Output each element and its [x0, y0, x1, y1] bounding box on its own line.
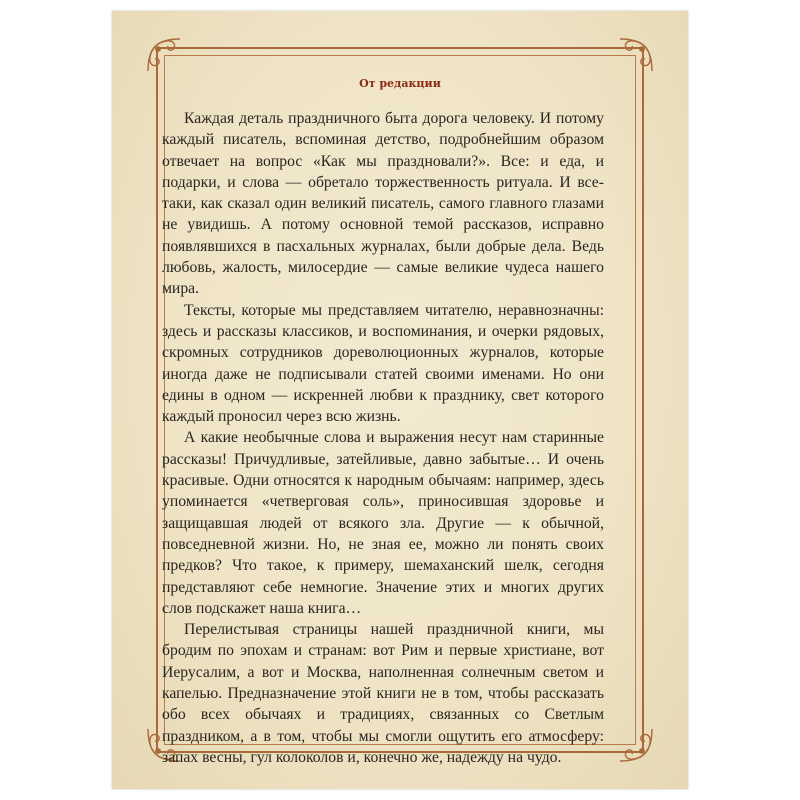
- book-page: [112, 11, 688, 789]
- paragraph: А какие необычные слова и выражения несут нам старинные рассказы! Причудливые, затейливые, давно забытые… И очень красивые. Одни относятся к народным обычаям: например, здесь упоминается «четверговая соль», приносившая здоровье и защищавшая людей от всякого зла. Другие — к обычной, повседневной жизни. Но, не зная ее, можно ли понять своих предков? Что такое, к примеру, шемаханский шелк, сегодня представляют себе немногие. Значение этих и многих других слов подскажет наша книга…: [162, 429, 604, 617]
- paragraph: Каждая деталь праздничного быта дорога человеку. И потому каждый писатель, вспоминая детство, подробнейшим образом отвечает на вопрос «Как мы праздновали?». Все: и еда, и подарки, и слова — обретало торжественность ритуала. И все-таки, как сказал один великий писатель, самого главного глазами не увидишь. А потому основной темой рассказов, исправно появлявшихся в пасхальных журналах, были добрые дела. Ведь любовь, жалость, милосердие — самые великие чудеса нашего мира.: [162, 110, 604, 298]
- flourish-corner-icon: [616, 35, 656, 75]
- page-title: От редакции: [359, 77, 441, 90]
- flourish-corner-icon: [616, 725, 656, 765]
- paragraph: Перелистывая страницы нашей праздничной книги, мы бродим по эпохам и странам: вот Рим и первые христиане, вот Иерусалим, а вот и Москва, наполненная солнечным светом и капелью. Предназначение этой книги не в том, чтобы рассказать обо всех обычаях и традициях, связанных со Светлым праздником, а в том, чтобы мы смогли ощутить его атмосферу: запах весны, гул колоколов и, конечно же, надежду на чудо.: [162, 621, 604, 766]
- flourish-corner-icon: [144, 35, 184, 75]
- paragraph: Тексты, которые мы представляем читателю, неравнозначны: здесь и рассказы классиков, и воспоминания, и очерки рядовых, скромных сотрудников дореволюционных журналов, которые иногда даже не подписывали статей своими именами. Но они едины в одном — искренней любви к празднику, свет которого каждый проносил через всю жизнь.: [162, 301, 604, 426]
- body-text: [162, 108, 604, 768]
